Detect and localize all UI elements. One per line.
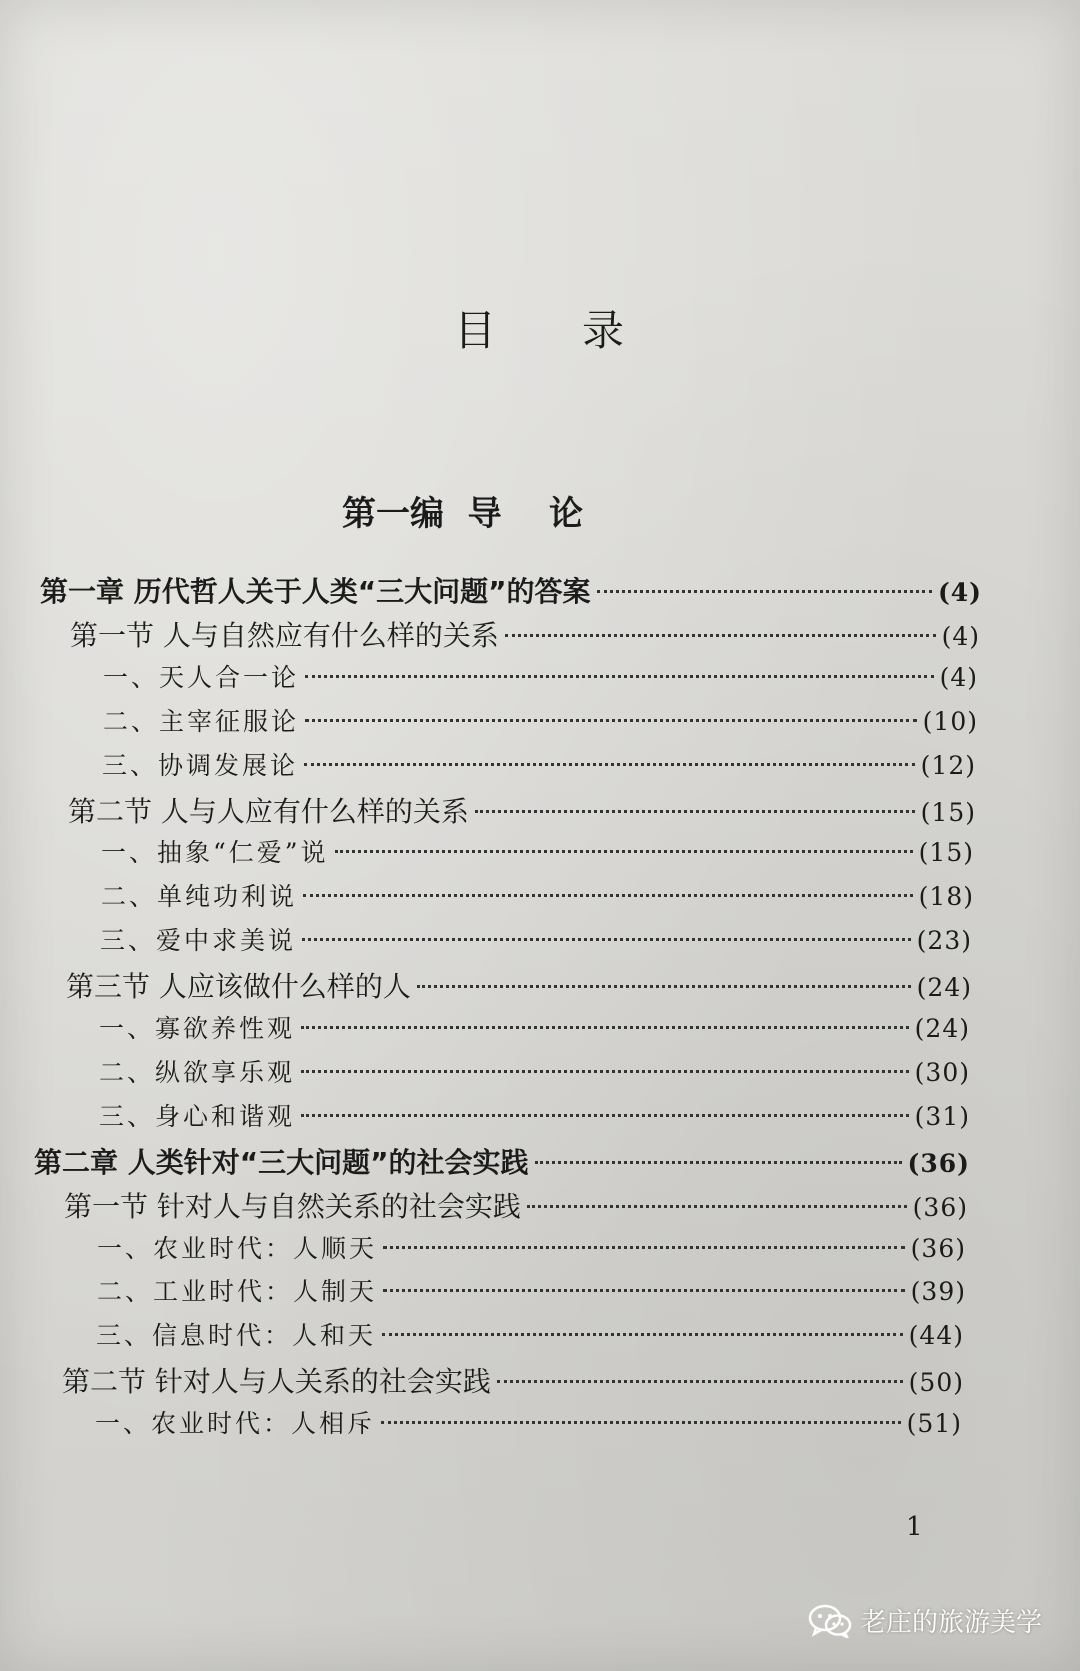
toc-item-entry bbox=[97, 1229, 966, 1269]
toc-entry-page: (10) bbox=[922, 706, 978, 736]
dot-leader bbox=[497, 1379, 903, 1383]
toc-item-entry bbox=[96, 1316, 964, 1356]
toc-entry-page: (4) bbox=[939, 662, 978, 692]
dot-leader bbox=[475, 809, 915, 813]
dot-leader bbox=[381, 1420, 901, 1424]
toc-entry-page: (36) bbox=[912, 1192, 968, 1222]
wechat-icon bbox=[808, 1604, 852, 1638]
toc-section-entry bbox=[70, 614, 980, 654]
dot-leader bbox=[597, 589, 932, 593]
toc-entry-page: (24) bbox=[914, 1014, 970, 1043]
toc-section-entry bbox=[62, 1360, 964, 1400]
dot-leader bbox=[417, 984, 911, 988]
toc-chapter-entry bbox=[40, 570, 982, 610]
dot-leader bbox=[301, 1069, 909, 1073]
toc-entry-label: 第三节 人应该做什么样的人 bbox=[66, 970, 411, 1004]
dot-leader bbox=[305, 674, 934, 678]
toc-entry-label: 第二章 人类针对“三大问题”的社会实践 bbox=[34, 1145, 529, 1179]
toc-entry-page: (30) bbox=[914, 1057, 970, 1087]
toc-item-entry bbox=[100, 921, 972, 961]
page-number: 1 bbox=[906, 1512, 923, 1542]
toc-entry-label: 三、爱中求美说 bbox=[100, 926, 297, 956]
dot-leader bbox=[505, 633, 936, 637]
toc-item-entry bbox=[99, 1053, 970, 1093]
toc-entry-label: 三、信息时代：人和天 bbox=[96, 1321, 377, 1351]
toc-entry-label: 二、工业时代：人制天 bbox=[97, 1277, 378, 1307]
toc-item-entry bbox=[97, 1272, 966, 1312]
dot-leader bbox=[535, 1160, 902, 1164]
toc-entry-label: 第一章 历代哲人关于人类“三大问题”的答案 bbox=[40, 575, 591, 608]
toc-entry-label: 三、身心和谐观 bbox=[99, 1101, 296, 1131]
toc-entry-page: (23) bbox=[916, 926, 972, 956]
dot-leader bbox=[383, 1245, 905, 1249]
toc-entry-label: 第一节 人与自然应有什么样的关系 bbox=[70, 618, 499, 652]
title-char-2: 录 bbox=[582, 306, 627, 355]
toc-item-entry bbox=[101, 877, 974, 917]
watermark-text: 老庄的旅游美学 bbox=[860, 1608, 1043, 1638]
part-title: 第一编 导 论 bbox=[342, 494, 584, 534]
toc-item-entry bbox=[101, 833, 974, 873]
toc-entry-page: (31) bbox=[914, 1101, 970, 1131]
toc-entry-label: 一、寡欲养性观 bbox=[99, 1014, 296, 1043]
toc-entry-page: (4) bbox=[937, 578, 982, 607]
toc-entry-page: (15) bbox=[920, 797, 976, 827]
toc-entry-label: 第二节 针对人与人关系的社会实践 bbox=[62, 1365, 491, 1399]
toc-entry-label: 三、协调发展论 bbox=[102, 750, 299, 780]
toc-entry-page: (18) bbox=[918, 882, 974, 912]
toc-entry-page: (36) bbox=[910, 1233, 966, 1263]
toc-entry-label: 二、单纯功利说 bbox=[101, 882, 298, 912]
dot-leader bbox=[304, 762, 915, 766]
dot-leader bbox=[335, 849, 913, 853]
dot-leader bbox=[383, 1288, 905, 1292]
toc-entry-label: 二、纵欲享乐观 bbox=[99, 1057, 296, 1087]
toc-entry-label: 一、抽象“仁爱”说 bbox=[101, 838, 329, 868]
toc-entry-page: (36) bbox=[907, 1148, 970, 1178]
toc-section-entry bbox=[64, 1185, 968, 1225]
toc-item-entry bbox=[99, 1009, 970, 1049]
dot-leader bbox=[527, 1204, 907, 1208]
toc-item-entry bbox=[99, 1097, 970, 1137]
toc-chapter-entry bbox=[34, 1141, 970, 1181]
toc-section-entry bbox=[68, 790, 976, 830]
toc-entry-page: (4) bbox=[941, 621, 980, 651]
toc-entry-label: 二、主宰征服论 bbox=[103, 706, 300, 736]
dot-leader bbox=[382, 1332, 903, 1336]
toc-entry-page: (15) bbox=[918, 838, 974, 868]
toc-entry-label: 一、农业时代：人顺天 bbox=[97, 1233, 378, 1263]
dot-leader bbox=[303, 893, 913, 897]
dot-leader bbox=[302, 937, 911, 941]
toc-item-entry bbox=[95, 1404, 962, 1444]
dot-leader bbox=[301, 1113, 909, 1117]
dot-leader bbox=[305, 718, 917, 722]
title-char-1: 目 bbox=[453, 306, 498, 355]
dot-leader bbox=[301, 1025, 909, 1029]
toc-entry-page: (51) bbox=[906, 1409, 962, 1439]
toc-entry-page: (39) bbox=[910, 1277, 966, 1307]
toc-item-entry bbox=[103, 658, 978, 698]
toc-entry-page: (24) bbox=[916, 973, 972, 1003]
page-title bbox=[0, 298, 1080, 358]
toc-entry-page: (50) bbox=[908, 1368, 964, 1398]
toc-entry-page: (12) bbox=[920, 750, 976, 780]
toc-section-entry bbox=[66, 965, 972, 1005]
toc-entry-label: 一、农业时代：人相斥 bbox=[95, 1409, 376, 1439]
toc-item-entry bbox=[103, 702, 978, 742]
watermark bbox=[808, 1602, 1042, 1639]
toc-entry-label: 第二节 人与人应有什么样的关系 bbox=[68, 794, 469, 828]
toc-entry-label: 一、天人合一论 bbox=[103, 662, 300, 692]
toc-entry-label: 第一节 针对人与自然关系的社会实践 bbox=[64, 1189, 521, 1223]
toc-entry-page: (44) bbox=[908, 1321, 964, 1351]
toc-item-entry bbox=[102, 746, 976, 786]
